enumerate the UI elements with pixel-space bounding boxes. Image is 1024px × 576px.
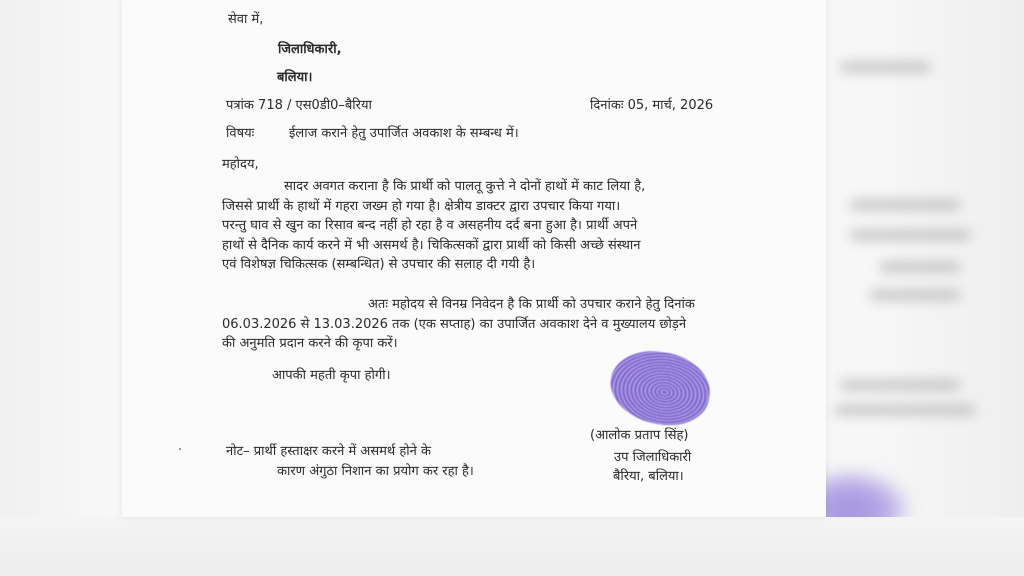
reference-number: पत्रांक 718 / एस0डी0–बैरिया <box>226 98 372 113</box>
paragraph-2-line: 06.03.2026 से 13.03.2026 तक (एक सप्ताह) का उपार्जित अवकाश देने व मुख्यालय छोड़ने <box>222 316 687 332</box>
thumbprint-signature <box>605 345 714 430</box>
salutation-to: सेवा में, <box>228 12 264 27</box>
paragraph-2-line: अतः महोदय से विनम्र निवेदन है कि प्रार्थी को उपचार कराने हेतु दिनांक <box>368 297 695 312</box>
letter-date: दिनांकः 05, मार्च, 2026 <box>590 98 714 113</box>
closing-line: आपकी महती कृपा होगी। <box>272 368 391 383</box>
subject-text: ईलाज कराने हेतु उपार्जित अवकाश के सम्बन्ध में। <box>289 126 519 141</box>
paragraph-1-line: हाथों से दैनिक कार्य करने में भी असमर्थ है। चिकित्सकों द्वारा प्रार्थी को किसी अच्छे संस्थान <box>222 237 641 253</box>
note-line-2: कारण अंगुठा निशान का प्रयोग कर रहा है। <box>277 464 474 479</box>
letter-paper <box>122 0 826 517</box>
greeting: महोदय, <box>222 157 259 172</box>
paragraph-1-line: सादर अवगत कराना है कि प्रार्थी को पालतू कुत्ते ने दोनों हाथों में काट लिया है, <box>284 179 646 194</box>
note-line-1: नोट– प्रार्थी हस्ताक्षर करने में असमर्थ होने के <box>226 444 431 459</box>
ink-speck <box>179 448 181 450</box>
paragraph-2 <box>222 295 770 354</box>
signatory-designation: उप जिलाधिकारी <box>614 450 692 465</box>
paragraph-1-line: जिससे प्रार्थी के हाथों में गहरा जख्म हो गया है। क्षेत्रीय डाक्टर द्वारा उपचार किया गया। <box>222 198 621 214</box>
paragraph-1-line: एवं विशेषज्ञ चिकित्सक (सम्बन्धित) से उपचार की सलाह दी गयी है। <box>222 257 536 272</box>
recipient-place: बलिया। <box>277 70 313 85</box>
paragraph-1-line: परन्तु घाव से खुन का रिसाव बन्द नहीं हो रहा है व असहनीय दर्द बना हुआ है। प्रार्थी अपने <box>222 218 638 233</box>
paragraph-2-line: की अनुमति प्रदान करने की कृपा करें। <box>222 336 398 351</box>
recipient-title: जिलाधिकारी, <box>278 42 342 57</box>
signatory-name: (आलोक प्रताप सिंह) <box>590 428 689 443</box>
paragraph-1 <box>222 177 770 275</box>
background-bottom <box>0 517 1024 576</box>
subject-label: विषयः <box>226 126 255 141</box>
signatory-office: बैरिया, बलिया। <box>613 469 684 484</box>
